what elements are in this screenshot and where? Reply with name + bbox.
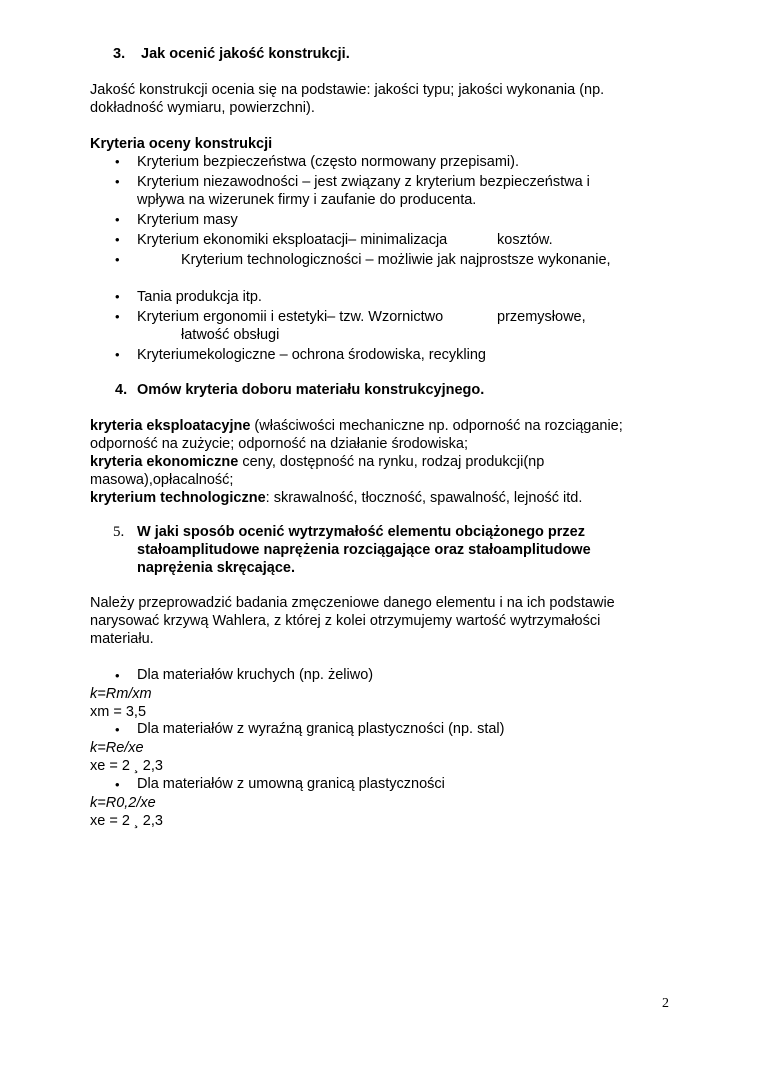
q4-line-3-text: ceny, dostępność na rynku, rodzaj produkcji(np: [238, 454, 545, 470]
q5-para-line2: narysować krzywą Wahlera, z której z kolei otrzymujemy wartość wytrzymałości: [90, 613, 601, 629]
q3-bullet-5: Kryterium technologiczności – możliwie jak najprostsze wykonanie,: [181, 252, 611, 268]
q5-case-1-value: xm = 3,5: [90, 704, 147, 720]
bullet-icon: •: [115, 232, 120, 247]
q4-term-technologiczne: kryterium technologiczne: [90, 490, 266, 506]
q5-para-line3: materiału.: [90, 631, 154, 647]
q3-bullet-2-cont: wpływa na wizerunek firmy i zaufanie do producenta.: [137, 192, 477, 208]
q3-bullet-4-tail: kosztów.: [497, 232, 553, 248]
bullet-icon: •: [115, 309, 120, 324]
q3-para-line1: Jakość konstrukcji ocenia się na podstawie: jakości typu; jakości wykonania (np.: [90, 82, 605, 98]
q5-para-line1: Należy przeprowadzić badania zmęczeniowe danego elementu i na ich podstawie: [90, 595, 615, 611]
q5-case-2-formula: k=Re/xe: [90, 740, 144, 756]
q5-title-line2: stałoamplitudowe naprężenia rozciągające oraz stałoamplitudowe: [137, 542, 591, 558]
bullet-icon: •: [115, 668, 120, 683]
q4-line-4: masowa),opłacalność;: [90, 472, 234, 488]
q3-number: 3.: [113, 46, 126, 62]
q4-term-eksploatacyjne: kryteria eksploatacyjne: [90, 418, 251, 434]
bullet-icon: •: [115, 174, 120, 189]
q3-bullet-4: Kryterium ekonomiki eksploatacji– minimalizacja: [137, 232, 448, 248]
bullet-icon: •: [115, 212, 120, 227]
q5-case-1-formula: k=Rm/xm: [90, 686, 152, 702]
q3-bullet-7-cont: łatwość obsługi: [181, 327, 280, 343]
q3-criteria-heading: Kryteria oceny konstrukcji: [90, 136, 273, 152]
q3-bullet-7: Kryterium ergonomii i estetyki– tzw. Wzornictwo: [137, 309, 444, 325]
q4-line-5: [90, 489, 582, 507]
q3-bullet-7-tail: przemysłowe,: [497, 309, 586, 325]
bullet-icon: •: [115, 347, 120, 362]
q5-title-line3: naprężenia skręcające.: [137, 560, 295, 576]
q4-term-ekonomiczne: kryteria ekonomiczne: [90, 454, 239, 470]
bullet-icon: •: [115, 722, 120, 737]
q4-line-1-text: (właściwości mechaniczne np. odporność na rozciąganie;: [250, 418, 623, 434]
q4-line-5-text: : skrawalność, tłoczność, spawalność, lejność itd.: [265, 490, 583, 506]
bullet-icon: •: [115, 777, 120, 792]
q3-bullet-1: Kryterium bezpieczeństwa (często normowany przepisami).: [137, 154, 519, 170]
q5-case-3-value: xe = 2 ¸ 2,3: [90, 813, 163, 829]
q3-bullet-2: Kryterium niezawodności – jest związany z kryterium bezpieczeństwa i: [137, 174, 590, 190]
q5-case-3-label: Dla materiałów z umowną granicą plastyczności: [137, 776, 445, 792]
q5-case-2-label: Dla materiałów z wyraźną granicą plastyczności (np. stal): [137, 721, 505, 737]
q4-line-1: [90, 417, 623, 435]
page-number: 2: [662, 996, 669, 1011]
q4-number: 4.: [115, 382, 128, 398]
q3-bullet-3: Kryterium masy: [137, 212, 238, 228]
q5-number: 5.: [113, 524, 125, 540]
bullet-icon: •: [115, 252, 120, 267]
q4-line-3: [90, 453, 544, 471]
q3-title: Jak ocenić jakość konstrukcji.: [141, 46, 350, 62]
q4-line-2: odporność na zużycie; odporność na działanie środowiska;: [90, 436, 469, 452]
bullet-icon: •: [115, 289, 120, 304]
q3-para-line2: dokładność wymiaru, powierzchni).: [90, 100, 315, 116]
q4-title: Omów kryteria doboru materiału konstrukcyjnego.: [137, 382, 485, 398]
q5-case-2-value: xe = 2 ¸ 2,3: [90, 758, 163, 774]
q3-bullet-6: Tania produkcja itp.: [137, 289, 262, 305]
q5-case-3-formula: k=R0,2/xe: [90, 795, 156, 811]
q5-title-line1: W jaki sposób ocenić wytrzymałość elementu obciążonego przez: [137, 524, 585, 540]
q5-case-1-label: Dla materiałów kruchych (np. żeliwo): [137, 667, 374, 683]
bullet-icon: •: [115, 154, 120, 169]
q3-bullet-8: Kryteriumekologiczne – ochrona środowiska, recykling: [137, 347, 486, 363]
